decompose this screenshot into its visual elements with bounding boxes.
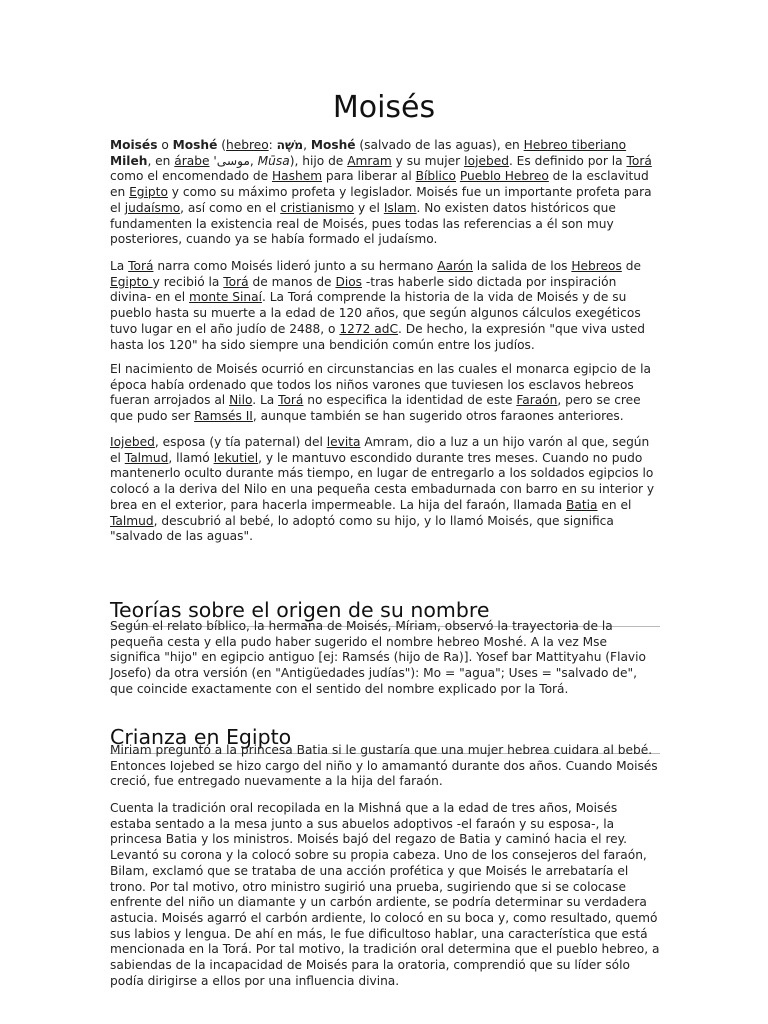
text-run: 'موسى, bbox=[209, 153, 258, 168]
text-run: de la esclavitud en bbox=[110, 169, 649, 200]
link-iekutiel[interactable]: Iekutiel bbox=[213, 450, 259, 465]
link-hashem[interactable]: Hashem bbox=[271, 169, 323, 184]
text-run: la salida de los bbox=[472, 259, 572, 273]
text-run: y el bbox=[354, 200, 384, 215]
paragraph-name-origin: Según el relato bíblico, la hermana de Moisés, Míriam, observó la trayectoria de la pequeña cesta y ella pudo haber sugerido el nombre hebreo Moshé. A la vez Mse significa "hijo" en egipcio antiguo [ej: Ramsés (hijo de Ra)]. Yosef bar Mattityahu (Flavio Josefo) da otra versión (en "Antigüedades judías"): Mo = "agua"; Uses = "salvado de", que coincide exactamente con el sentido del nombre explicado por la Torá. bbox=[110, 619, 646, 696]
link-tora[interactable]: Torá bbox=[626, 153, 652, 168]
link-islam[interactable]: Islam bbox=[383, 200, 417, 215]
link-amram[interactable]: Amram bbox=[347, 153, 392, 168]
paragraph-exodus bbox=[110, 259, 660, 353]
paragraph-iojebed bbox=[110, 435, 660, 545]
link-1272-adc[interactable]: 1272 adC bbox=[339, 321, 398, 336]
link-hebreos[interactable]: Hebreos bbox=[571, 259, 622, 273]
link-egipto[interactable]: Egipto bbox=[129, 185, 168, 200]
text-run: y su mujer bbox=[391, 153, 465, 168]
text-run: y recibió la bbox=[152, 274, 224, 289]
link-monte-sinai[interactable]: monte Sinaí bbox=[189, 290, 262, 305]
text-run: como el encomendado de bbox=[110, 169, 272, 184]
page-title: Moisés bbox=[332, 90, 436, 125]
text-run: y como su máximo profeta y legislador. Moisés fue un importante profeta para el bbox=[110, 185, 652, 215]
text-run: La bbox=[110, 259, 129, 273]
text-run: o bbox=[157, 138, 173, 152]
text-run: no especifica la identidad de este bbox=[303, 393, 517, 408]
link-cristianismo[interactable]: cristianismo bbox=[280, 200, 355, 215]
text-run: (salvado de las aguas), en bbox=[355, 138, 524, 152]
text-run: para liberar al bbox=[322, 169, 416, 184]
link-arabe[interactable]: árabe bbox=[174, 153, 210, 168]
text-run: . La bbox=[252, 393, 279, 408]
text-run: : bbox=[268, 138, 277, 152]
text-run: ), hijo de bbox=[289, 153, 348, 168]
text-run: en el bbox=[597, 497, 632, 512]
italic-term: Mūsa bbox=[257, 153, 290, 168]
text-run: El nacimiento de Moisés ocurrió en circunstancias en las cuales el monarca egipcio de la época había ordenado que todos los niños varones que tuviesen los esclavos hebreos fueran arrojados al bbox=[110, 362, 651, 408]
link-levita[interactable]: levita bbox=[326, 435, 361, 449]
link-hebreo-tiberiano[interactable]: Hebreo tiberiano bbox=[523, 138, 627, 152]
link-tora[interactable]: Torá bbox=[223, 274, 249, 289]
link-tora[interactable]: Torá bbox=[128, 259, 154, 273]
text-run: . Es definido por la bbox=[508, 153, 627, 168]
bold-term: Moshé bbox=[172, 138, 218, 152]
link-judaismo[interactable]: judaísmo bbox=[124, 200, 181, 215]
link-hebreo[interactable]: hebreo bbox=[226, 138, 269, 152]
bold-term: Moisés bbox=[110, 138, 158, 152]
link-biblico[interactable]: Bíblico bbox=[415, 169, 457, 184]
text-run: Amram, dio a luz a un hijo varón al que, según el bbox=[110, 435, 650, 465]
link-egipto[interactable]: Egipto bbox=[110, 274, 153, 289]
link-talmud[interactable]: Talmud bbox=[124, 450, 169, 465]
link-aaron[interactable]: Aarón bbox=[437, 259, 473, 273]
link-dios[interactable]: Dios bbox=[335, 274, 363, 289]
text-run: , esposa (y tía paternal) del bbox=[154, 435, 327, 449]
bold-term: Moshé bbox=[310, 138, 356, 152]
paragraph-upbringing-2: Cuenta la tradición oral recopilada en la Mishná que a la edad de tres años, Moisés estaba sentado a la mesa junto a sus abuelos adoptivos -el faraón y su esposa-, la princesa Batia y los ministros. Moisés bajó del regazo de Batia y caminó hacia el rey. Levantó su corona y la colocó sobre su propia cabeza. Uno de los consejeros del faraón, Bilam, exclamó que se trataba de una acción profética y que Moisés le arrebataría el trono. Por tal motivo, otro ministro sugirió una prueba, sugiriendo que si se colocase enfrente del niño un diamante y un carbón ardiente, se podría determinar su verdadera astucia. Moisés agarró el carbón ardiente, lo colocó en su boca y, como resultado, quemó sus labios y lengua. De ahí en más, le fue dificultoso hablar, una característica que está mencionada en la Torá. Por tal motivo, la tradición oral determina que el pueblo hebreo, a sabiendas de la incapacidad de Moisés para la oratoria, comprendió que su líder sólo podía dirigirse a ellos por una influencia divina. bbox=[110, 801, 660, 988]
section-heading-name-origin: Teorías sobre el origen de su nombre bbox=[110, 596, 660, 627]
text-run: de bbox=[621, 259, 641, 273]
hebrew-name: מֹשֶׁה bbox=[276, 138, 304, 152]
text-run: , llamó bbox=[168, 450, 214, 465]
text-run: , así como en el bbox=[180, 200, 281, 215]
text-run: narra como Moisés lideró junto a su hermano bbox=[153, 259, 438, 273]
link-talmud[interactable]: Talmud bbox=[110, 513, 154, 528]
text-run: . No existen datos históricos que fundamenten la existencia real de Moisés, pues todas las referencias a él son muy posteriores, cuando ya se había formado el judaísmo. bbox=[110, 200, 616, 247]
paragraph-birth bbox=[110, 362, 660, 425]
link-pueblo-hebreo[interactable]: Pueblo Hebreo bbox=[459, 169, 549, 184]
link-tora[interactable]: Torá bbox=[278, 393, 304, 408]
text-run: ( bbox=[217, 138, 227, 152]
text-run: -tras haberle sido dictada por inspiración divina- en el bbox=[110, 274, 617, 305]
text-run: . La Torá comprende la historia de la vida de Moisés y de su pueblo hasta su muerte a la edad de 120 años, que según algunos cálculos exegéticos tuvo lugar en el año judío de 2488, o bbox=[110, 290, 641, 336]
text-run: , bbox=[303, 138, 311, 152]
link-ramses-ii[interactable]: Ramsés II bbox=[194, 409, 253, 424]
intro-paragraph bbox=[110, 138, 660, 248]
text-run: , pero se cree que pudo ser bbox=[110, 393, 641, 424]
link-faraon[interactable]: Faraón bbox=[516, 393, 558, 408]
text-run: , y le mantuvo escondido durante tres meses. Cuando no pudo mantenerlo oculto durante más tiempo, en lugar de entregarlo a los soldados egipcios lo colocó a la deriva del Nilo en una pequeña cesta embadurnada con barro en su interior y brea en el exterior, para hacerla impermeable. La hija del faraón, llamada bbox=[110, 450, 655, 512]
paragraph-upbringing-1: Miriam preguntó a la princesa Batia si le gustaría que una mujer hebrea cuidara al bebé. Entonces Iojebed se hizo cargo del niño y lo amamantó durante dos años. Cuando Moisés creció, fue entregado nuevamente a la hija del faraón. bbox=[110, 743, 658, 789]
link-iojebed[interactable]: Iojebed bbox=[110, 435, 155, 449]
link-iojebed[interactable]: Iojebed bbox=[464, 153, 509, 168]
text-run: , en bbox=[147, 153, 175, 168]
section-heading-upbringing: Crianza en Egipto bbox=[110, 723, 660, 754]
text-run: . De hecho, la expresión "que viva usted hasta los 120" ha sido siempre una bendición común entre los judíos. bbox=[110, 321, 646, 352]
link-nilo[interactable]: Nilo bbox=[229, 393, 253, 408]
link-batia[interactable]: Batia bbox=[566, 497, 598, 512]
bold-term: Mileh bbox=[110, 153, 148, 168]
text-run: , descubrió al bebé, lo adoptó como su hijo, y lo llamó Moisés, que significa "salvado de las aguas". bbox=[110, 513, 614, 544]
text-run: , aunque también se han sugerido otros faraones anteriores. bbox=[252, 409, 624, 424]
text-run: de manos de bbox=[248, 274, 336, 289]
